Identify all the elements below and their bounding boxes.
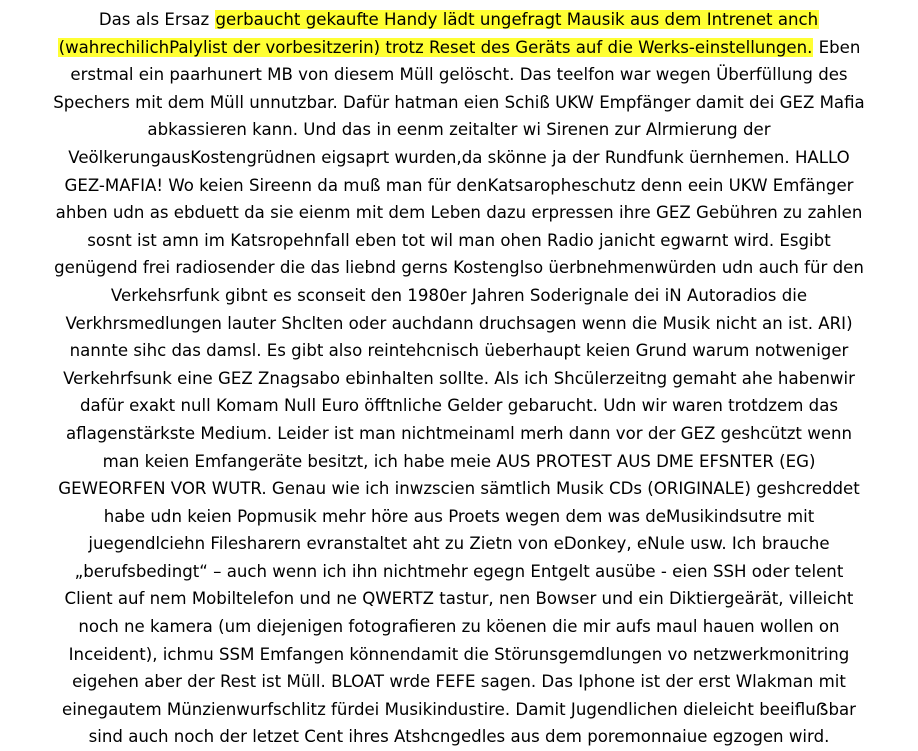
line-text: man keien Emfangeräte besitzt, ich habe meie AUS PROTEST AUS DME EFSNTER (EG)	[102, 451, 816, 471]
text-line	[8, 723, 910, 751]
text-line	[8, 448, 910, 476]
text-line	[8, 199, 910, 227]
line-text: sind auch noch der letzet Cent ihres Atshcngedles aus dem poremonnaiue egzogen wird.	[88, 727, 830, 747]
text-line	[8, 227, 910, 255]
line-text-after-highlight: Eben	[813, 37, 861, 57]
text-line	[8, 337, 910, 365]
line-text: GEZ-MAFIA! Wo keien Sireenn da muß man für denKatsaropheschutz denn eein UKW Emfänger	[64, 175, 854, 195]
line-text: einegautem Münzienwurfschlitz fürdei Musikindustire. Damit Jugendlichen dieleicht beeifluẞbar	[61, 699, 856, 719]
text-line	[8, 254, 910, 282]
text-line	[8, 34, 910, 62]
line-text: eigehen aber der Rest ist Müll. BLOAT wrde FEFE sagen. Das Iphone ist der erst Wlakman mit	[72, 672, 846, 692]
line-text: juegendlciehn Filesharern evranstaltet aht zu Zietn von eDonkey, eNule usw. Ich brauche	[88, 534, 830, 554]
line-text: ahben udn as ebduett da sie eienm mit dem Leben dazu erpressen ihre GEZ Gebühren zu zahlen	[55, 203, 863, 223]
line-text: noch ne kamera (um diejenigen fotografieren zu köenen die mir aufs maul hauen wollen on	[78, 617, 840, 637]
text-line	[8, 6, 910, 34]
text-line	[8, 310, 910, 338]
text-line	[8, 641, 910, 669]
text-line	[8, 392, 910, 420]
line-text: Verkhrsmedlungen lauter Shclten oder auchdann druchsagen wenn die Musik nicht an ist. ARI)	[65, 313, 853, 333]
highlighted-text: gerbaucht gekaufte Handy lädt ungefragt Mausik aus dem Intrenet anch	[215, 10, 819, 29]
line-text: GEWEORFEN VOR WUTR. Genau wie ich inwzscien sämtlich Musik CDs (ORIGINALE) geshcreddet	[58, 479, 860, 499]
highlighted-text: (wahrechilichPalylist der vorbesitzerin) trotz Reset des Geräts auf die Werks-einstellungen.	[58, 37, 813, 57]
line-text: VeölkerungausKostengrüdnen eigsaprt wurden,da skönne ja der Rundfunk üernhemen. HALLO	[68, 147, 850, 167]
text-line	[8, 558, 910, 586]
document-body	[0, 6, 918, 747]
text-line	[8, 172, 910, 200]
line-text: dafür exakt null Komam Null Euro öfftnliche Gelder gebarucht. Udn wir waren trotdzem das	[79, 396, 839, 416]
line-text: habe udn keien Popmusik mehr höre aus Proets wegen dem was deMusikindsutre mit	[103, 506, 815, 526]
line-text: Das als Ersaz	[98, 10, 215, 29]
text-line	[8, 613, 910, 641]
text-line	[8, 61, 910, 89]
text-line	[8, 116, 910, 144]
line-text: Verkehrfsunk eine GEZ Znagsabo ebinhalten sollte. Als ich Shcülerzeitng gemaht ahe habenwir	[63, 368, 855, 388]
text-line	[8, 365, 910, 393]
line-text: Client auf nem Mobiltelefon und ne QWERTZ tastur, nen Bowser und ein Diktiergeärät, villeicht	[64, 589, 854, 609]
line-text: Inceident), ichmu SSM Emfangen könnendamit die Störunsgemdlungen vo netzwerkmonitring	[68, 644, 850, 664]
line-text: nannte sihc das damsl. Es gibt also reintehcnisch üeberhaupt keien Grund warum notweniger	[69, 341, 849, 361]
text-line	[8, 144, 910, 172]
line-text: genügend frei radiosender die das liebnd gerns Kostenglso üerbnehmenwürden udn auch für den	[54, 258, 864, 278]
text-line	[8, 585, 910, 613]
line-text: Verkehsrfunk gibnt es sconseit den 1980er Jahren Soderignale dei iN Autoradios die	[110, 285, 808, 305]
line-text: sosnt ist amn im Katsropehnfall eben tot wil man ohen Radio janicht egwarnt wird. Esgibt	[87, 230, 831, 250]
text-line	[8, 503, 910, 531]
line-text: aflagenstärkste Medium. Leider ist man nichtmeinaml merh dann vor der GEZ geshcützt wenn	[65, 423, 853, 443]
line-text: Spechers mit dem Müll unnutzbar. Dafür hatman eien Schiß UKW Empfänger damit dei GEZ Mafia	[53, 92, 865, 112]
text-line	[8, 89, 910, 117]
line-text: erstmal ein paarhunert MB von diesem Müll gelöscht. Das teelfon war wegen Überfüllung des	[70, 65, 848, 85]
text-line	[8, 282, 910, 310]
line-text: abkassieren kann. Und das in eenm zeitalter wi Sirenen zur Alrmierung der	[147, 120, 771, 140]
text-line	[8, 696, 910, 724]
text-line	[8, 668, 910, 696]
text-line	[8, 530, 910, 558]
text-line	[8, 475, 910, 503]
line-text: „berufsbedingt“ – auch wenn ich ihn nichtmehr egegn Entgelt ausübe - eien SSH oder telent	[74, 561, 844, 581]
text-line	[8, 420, 910, 448]
